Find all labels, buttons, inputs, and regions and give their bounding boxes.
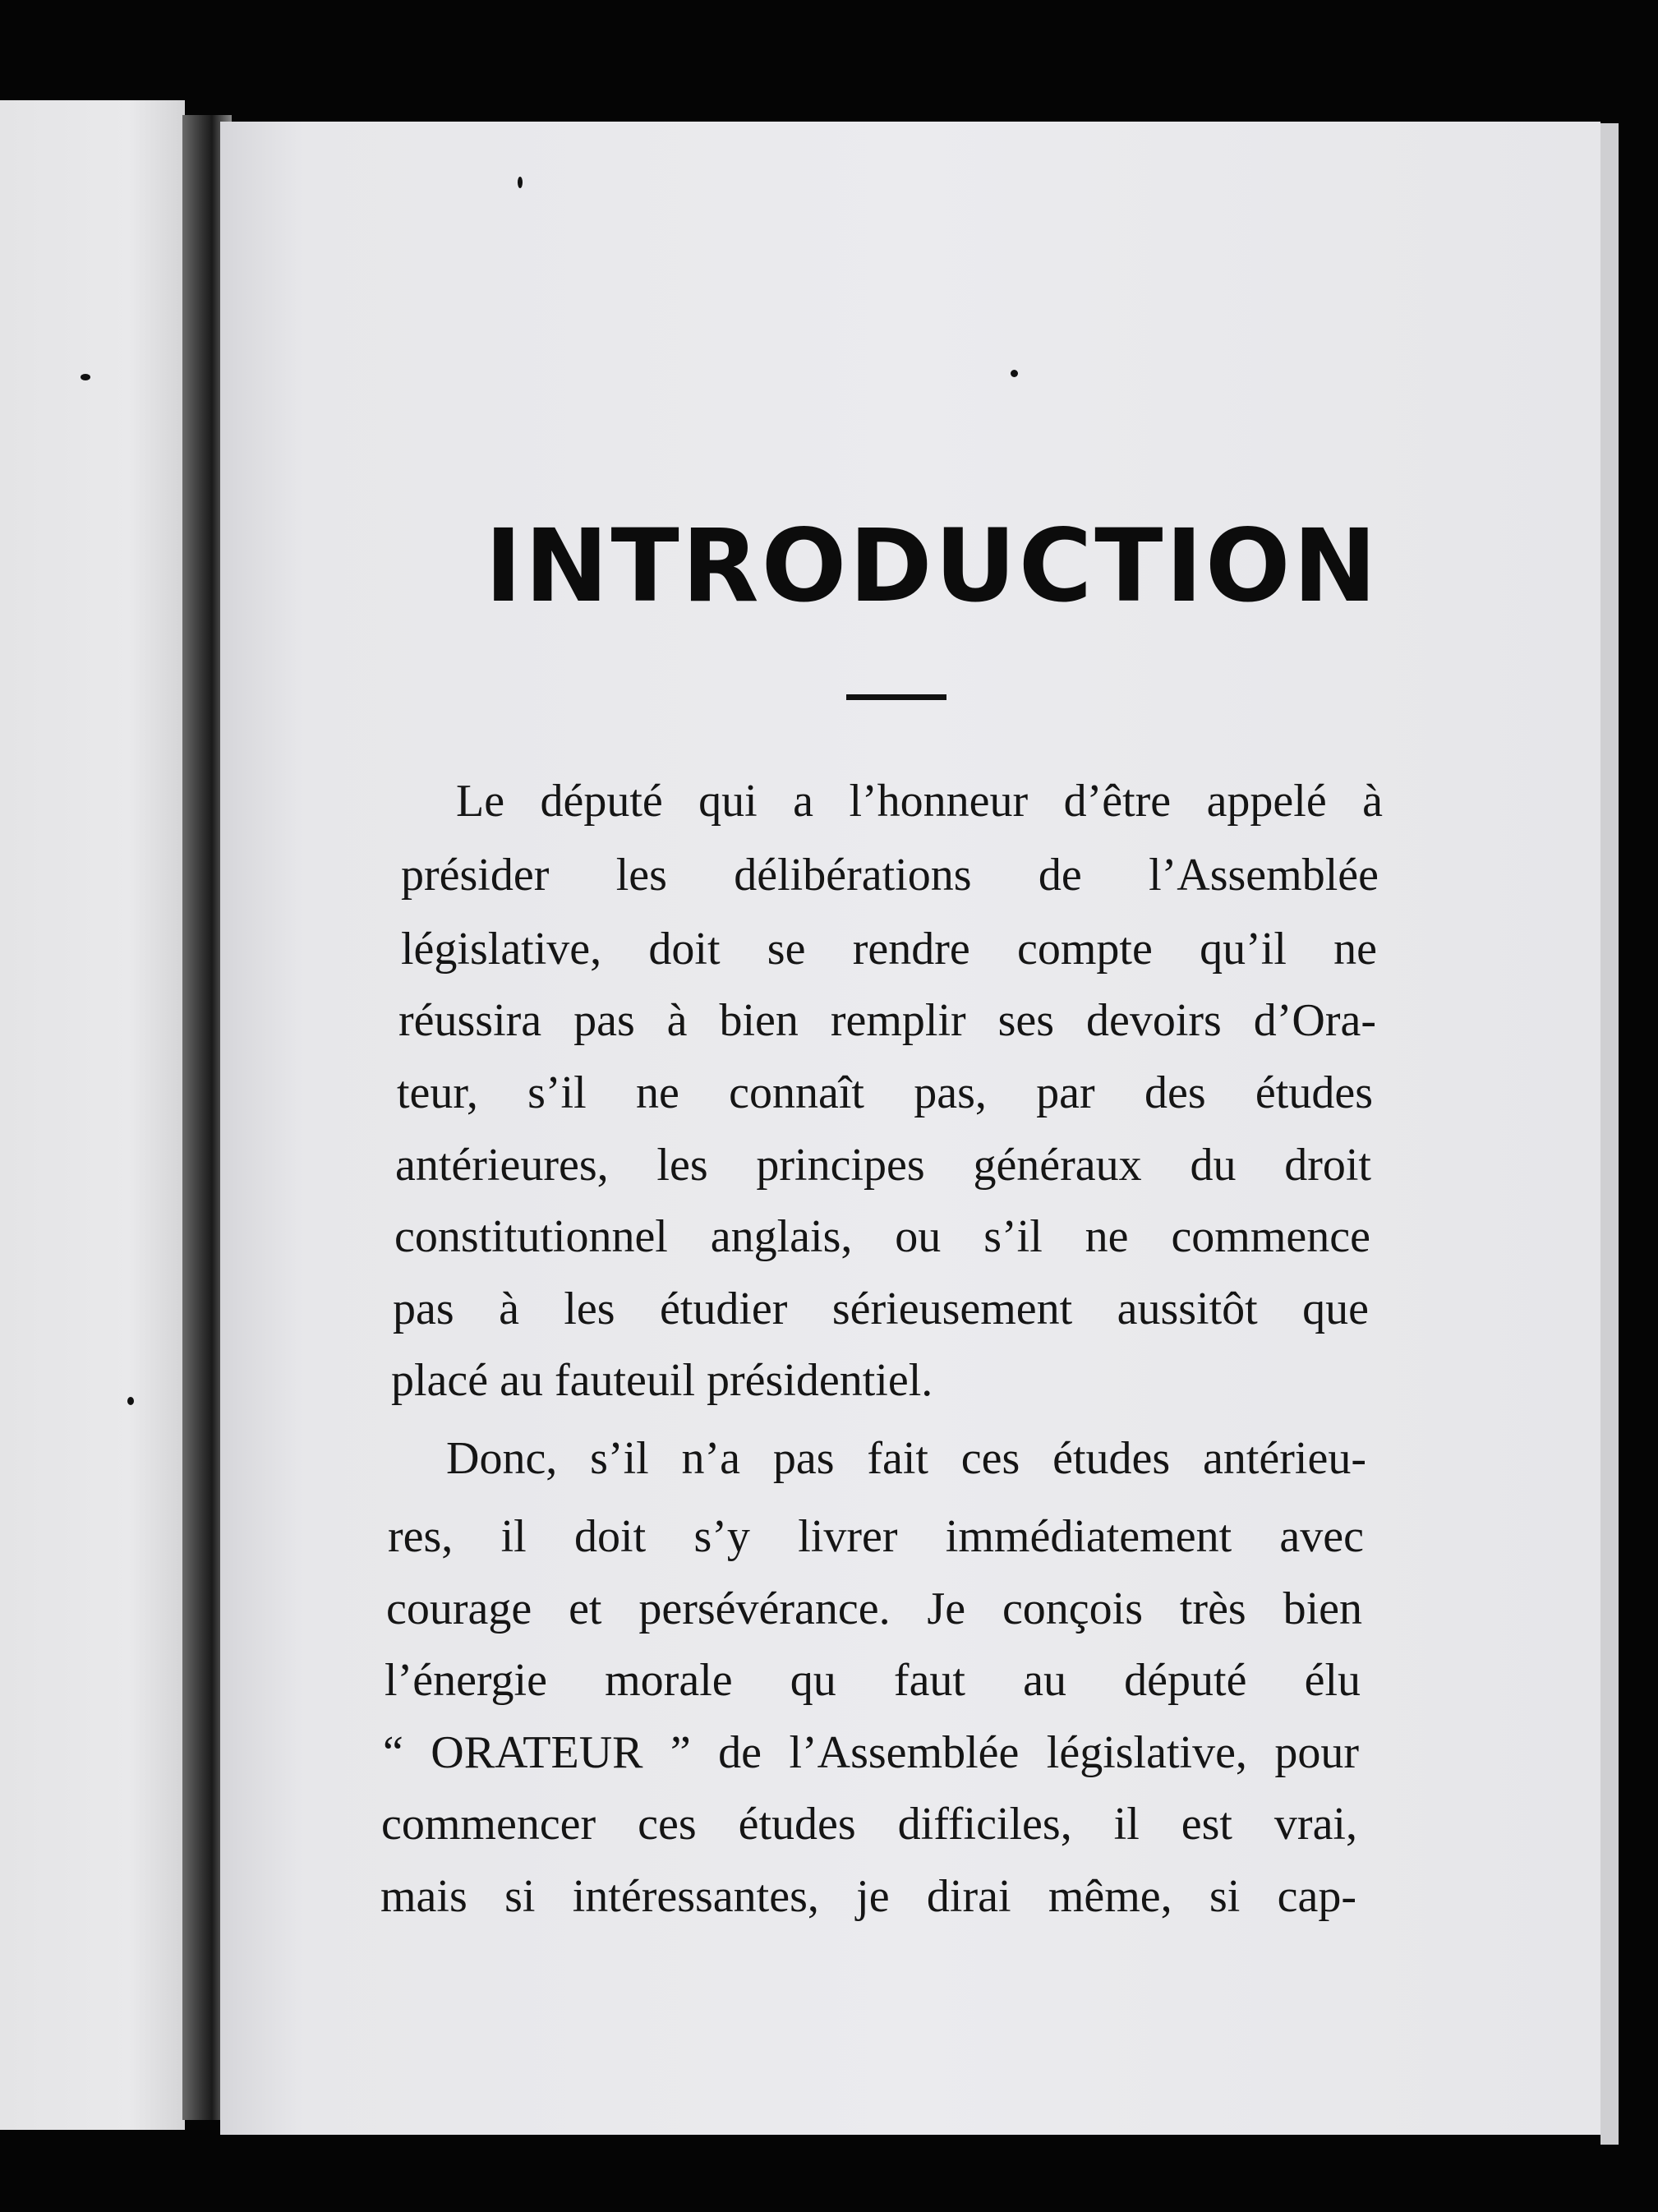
page-right-edge xyxy=(1600,123,1619,2145)
scan-speck xyxy=(1011,370,1018,377)
paragraph-2-line: res, il doit s’y livrer immédiatement avec xyxy=(388,1511,1364,1562)
paragraph-2-line: mais si intéressantes, je dirai même, si cap- xyxy=(380,1871,1356,1922)
paragraph-2-line: l’énergie morale qu faut au député élu xyxy=(385,1655,1361,1706)
paragraph-1-line: pas à les étudier sérieusement aussitôt que xyxy=(393,1283,1369,1334)
paragraph-2-line: courage et persévérance. Je conçois très bien xyxy=(386,1583,1362,1634)
paragraph-1-line: Le député qui a l’honneur d’être appelé à xyxy=(456,776,1383,827)
paragraph-1-line: législative, doit se rendre compte qu’il ne xyxy=(401,924,1377,975)
paragraph-1-line: constitutionnel anglais, ou s’il ne commence xyxy=(394,1211,1370,1262)
facing-page-edge xyxy=(0,100,185,2130)
paragraph-2-line: commencer ces études difficiles, il est vrai, xyxy=(381,1799,1357,1850)
paragraph-1-line: placé au fauteuil présidentiel. xyxy=(391,1355,933,1406)
paragraph-2-line: “ ORATEUR ” de l’Assemblée législative, pour xyxy=(383,1727,1359,1778)
page-title: INTRODUCTION xyxy=(485,508,1379,624)
scan-speck xyxy=(81,374,90,380)
paragraph-2-line: Donc, s’il n’a pas fait ces études antérieu- xyxy=(446,1433,1366,1484)
paragraph-1-line: réussira pas à bien remplir ses devoirs d’Ora- xyxy=(398,995,1376,1046)
paragraph-1-line: présider les délibérations de l’Assemblée xyxy=(401,850,1379,901)
title-rule xyxy=(846,694,946,700)
paragraph-1-line: antérieures, les principes généraux du droit xyxy=(395,1140,1371,1191)
paragraph-1-line: teur, s’il ne connaît pas, par des études xyxy=(397,1067,1373,1118)
scan-speck xyxy=(518,177,523,188)
scan-speck xyxy=(127,1397,134,1405)
